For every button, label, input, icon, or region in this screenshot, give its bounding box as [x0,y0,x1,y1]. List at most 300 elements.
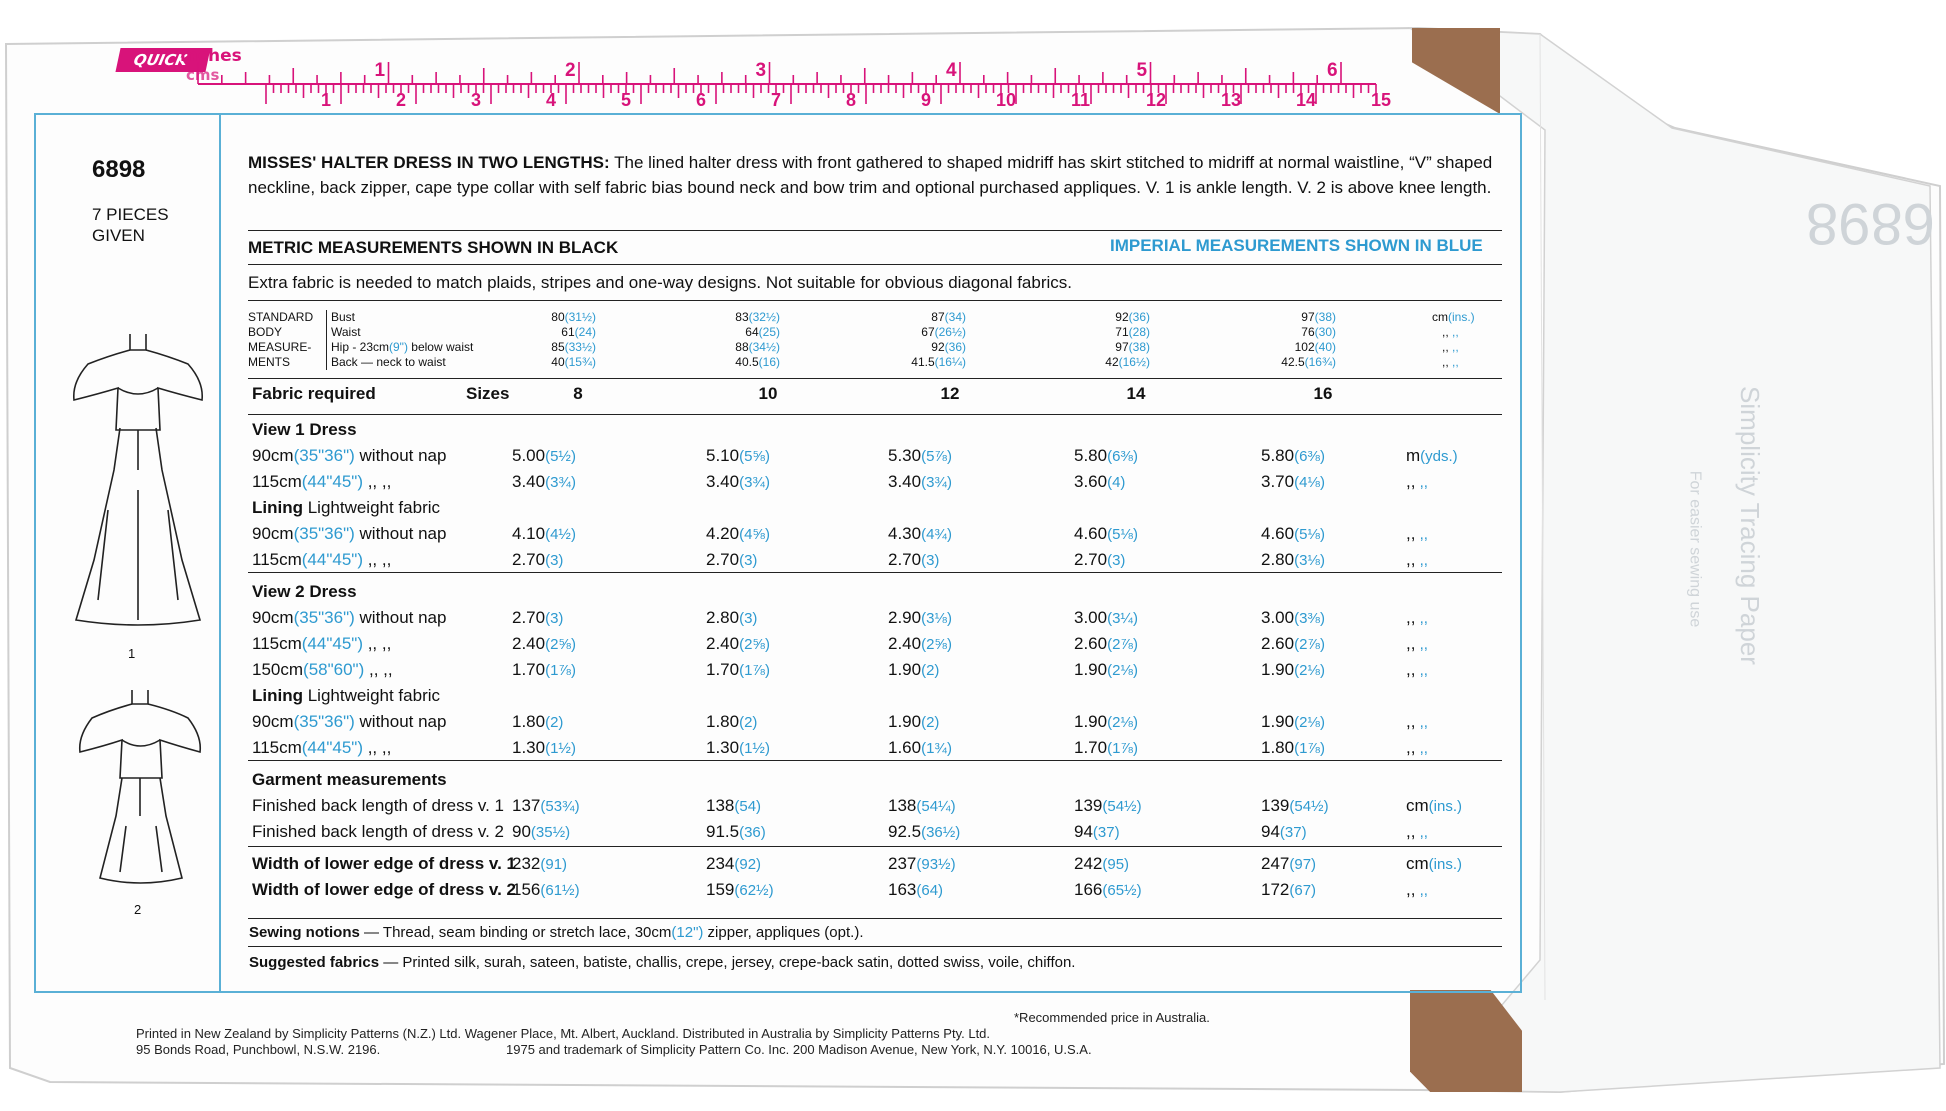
quick-label: QUICK [115,48,210,72]
cell-imperial: (3¾) [545,474,576,491]
table-cell [678,796,828,816]
body-value [1256,310,1336,325]
cell-metric: 1.90 [888,660,922,679]
table-cell [678,712,828,732]
ghost-number: 6898 [1806,191,1936,256]
cell-metric: 1.60 [888,738,922,757]
body-value [516,325,596,340]
units-ditto [1432,325,1492,340]
cell-metric: 4.20 [706,524,740,543]
footer-line2b: 1975 and trademark of Simplicity Pattern Co. Inc. 200 Madison Avenue, New York, N.Y. 10016, U.S.A. [506,1042,1092,1057]
row-label [252,582,357,602]
table-cell [1046,880,1196,900]
divider [248,760,1502,761]
body-value [1070,340,1150,355]
row-unit [1406,550,1496,570]
body-label [331,340,473,355]
cell-imperial: (4) [1107,474,1126,491]
cell-metric: 3.70 [1261,472,1295,491]
body-value-metric: 102 [1294,340,1315,354]
cell-metric: 2.60 [1261,634,1295,653]
unit-imperial: ,, [1415,474,1428,491]
unit-metric: ,, [1406,524,1416,543]
cell-imperial: (3⅛) [921,610,952,627]
body-value-imperial: (38) [1128,340,1150,354]
row-label-rest: without nap [354,446,447,465]
row-label-text: 90cm [252,446,294,465]
row-label [252,524,446,544]
table-cell [1046,822,1196,842]
table-cell [488,634,638,654]
body-value-metric: 42.5 [1281,355,1305,369]
units-metric: cm [1432,310,1448,324]
row-label-rest: ,, ,, [362,738,392,757]
cell-metric: 2.70 [706,550,740,569]
cell-metric: 2.70 [512,550,546,569]
table-cell [1046,854,1196,874]
cell-imperial: (35½) [530,824,571,841]
divider [248,378,1502,379]
cell-metric: 2.70 [888,550,922,569]
row-label-imperial: (44"45") [301,550,363,569]
ditto: ,, [1442,340,1453,354]
cell-imperial: (67) [1289,882,1317,899]
fabrics-label: Suggested fabrics [249,954,380,971]
row-label-imperial: (44"45") [301,738,363,757]
row-unit [1406,524,1496,544]
table-cell [678,446,828,466]
body-label-text: Bust [331,310,356,324]
row-label [252,686,440,706]
cell-imperial: (54½) [1289,798,1329,815]
table-cell [678,550,828,570]
body-title-line: MEASURE- [248,340,312,354]
cell-metric: 94 [1074,822,1093,841]
divider [248,414,1502,415]
cell-metric: 2.90 [888,608,922,627]
body-value-imperial: (16¾) [1304,355,1336,369]
table-cell [1046,738,1196,758]
body-label-imperial: (9") [389,340,408,354]
cell-metric: 139 [1074,796,1103,815]
body-measurements-title [248,310,313,370]
cell-imperial: (3) [545,552,564,569]
body-value [516,310,596,325]
body-value-metric: 40.5 [735,355,759,369]
price-note: *Recommended price in Australia. [1014,1010,1210,1025]
cell-metric: 3.00 [1074,608,1108,627]
row-unit [1406,660,1496,680]
body-size-column [516,310,596,370]
cell-imperial: (2) [921,714,940,731]
cell-imperial: (97) [1289,856,1317,873]
cell-metric: 2.70 [1074,550,1108,569]
row-label [252,660,393,680]
row-label-text: 115cm [252,472,302,491]
fabric-table [248,384,1502,924]
row-label-text: View 1 Dress [252,420,357,439]
table-cell [860,880,1010,900]
row-label-text: Garment measurements [252,770,447,789]
unit-metric: ,, [1406,712,1416,731]
body-value-imperial: (16¼) [934,355,966,369]
body-value-imperial: (40) [1314,340,1336,354]
units-ditto [1432,355,1492,370]
table-cell [488,738,638,758]
ruler-cm-label: 3 [471,90,482,110]
body-label-text: Waist [331,325,361,339]
row-label-rest: without nap [354,712,447,731]
body-value [886,310,966,325]
ghost-line1: Simplicity Tracing Paper [1734,386,1765,665]
table-cell [488,854,638,874]
row-label-text: 90cm [252,712,294,731]
row-label-rest: ,, ,, [362,472,392,491]
body-title-line: STANDARD [248,310,314,324]
cell-imperial: (2⅞) [1107,636,1138,653]
cell-metric: 1.30 [706,738,740,757]
cell-metric: 1.90 [1074,660,1108,679]
cell-imperial: (1⅞) [739,662,770,679]
cell-imperial: (5⅝) [739,448,770,465]
ruler [118,46,1392,114]
cell-imperial: (65½) [1102,882,1142,899]
row-unit [1406,472,1496,492]
unit-metric: ,, [1406,550,1416,569]
body-value [516,355,596,370]
table-row [248,524,1506,548]
cell-imperial: (2) [921,662,940,679]
body-measurement-labels [326,310,473,370]
table-cell [860,854,1010,874]
cell-metric: 4.10 [512,524,546,543]
ditto: ,, [1452,340,1459,354]
cell-imperial: (61½) [540,882,580,899]
unit-imperial: ,, [1415,882,1428,899]
cell-metric: 3.40 [512,472,546,491]
unit-metric: ,, [1406,634,1416,653]
table-row [248,420,1506,444]
row-label [252,634,391,654]
table-cell [678,880,828,900]
ruler-scale [118,54,1392,114]
cell-imperial: (4⅝) [739,526,770,543]
body-value-metric: 42 [1105,355,1119,369]
cell-imperial: (53¾) [540,798,580,815]
cell-metric: 2.80 [1261,550,1295,569]
table-header-row [248,384,1506,408]
cell-metric: 1.30 [512,738,546,757]
cell-metric: 242 [1074,854,1103,873]
ditto: ,, [1452,355,1459,369]
ruler-cm-label: 10 [996,90,1017,110]
cell-imperial: (92) [734,856,762,873]
row-label-rest: without nap [354,608,447,627]
unit-metric: ,, [1406,822,1416,841]
row-label-imperial: (44"45") [301,472,363,491]
row-label-text: 115cm [252,550,302,569]
table-cell [1046,608,1196,628]
divider [248,264,1502,265]
cell-metric: 4.30 [888,524,922,543]
body-value [1256,355,1336,370]
body-value-metric: 40 [551,355,565,369]
body-value-imperial: (30) [1314,325,1336,339]
table-cell [488,608,638,628]
pieces-given: 7 PIECES GIVEN [92,205,169,245]
unit-imperial: ,, [1415,824,1428,841]
row-label [252,854,516,874]
cell-metric: 1.90 [888,712,922,731]
ruler-inch-label: 1 [374,60,386,81]
view1-sketch [68,330,208,640]
cell-metric: 163 [888,880,917,899]
table-cell [488,660,638,680]
cell-metric: 1.80 [706,712,740,731]
cell-metric: 139 [1261,796,1290,815]
row-label [252,712,446,732]
table-cell [488,712,638,732]
body-value-imperial: (33½) [564,340,596,354]
row-label-text: 115cm [252,634,302,653]
notions-text: — Thread, seam binding or stretch lace, 30cm [359,924,672,941]
cell-imperial: (2⅝) [739,636,770,653]
extra-fabric-note: Extra fabric is needed to match plaids, stripes and one-way designs. Not suitable for obvious diagonal fabrics. [248,273,1073,292]
cell-metric: 5.30 [888,446,922,465]
cell-metric: 247 [1261,854,1290,873]
table-cell [1233,472,1383,492]
cell-imperial: (1⅞) [1294,740,1325,757]
unit-metric: ,, [1406,660,1416,679]
cell-metric: 137 [512,796,541,815]
body-size-column [1256,310,1336,370]
ruler-cm-label: 12 [1146,90,1167,110]
cell-imperial: (1⅞) [1107,740,1138,757]
cell-metric: 1.70 [512,660,546,679]
table-row [248,498,1506,522]
cell-metric: 1.90 [1261,712,1295,731]
pattern-title: MISSES' HALTER DRESS IN TWO LENGTHS: [248,153,610,172]
unit-metric: ,, [1406,608,1416,627]
table-cell [678,634,828,654]
unit-imperial: ,, [1415,552,1428,569]
table-cell [488,472,638,492]
body-label-text: Hip - 23cm [331,340,390,354]
table-cell [1233,854,1383,874]
body-value [1256,325,1336,340]
cell-imperial: (54¼) [916,798,956,815]
body-value-imperial: (16½) [1118,355,1150,369]
row-unit [1406,854,1496,874]
unit-metric: ,, [1406,880,1416,899]
ruler-inch-label: 2 [565,60,576,81]
description [248,150,1508,200]
size-header: 16 [1313,384,1333,403]
table-cell [1233,660,1383,680]
body-size-column [1070,310,1150,370]
cell-imperial: (3) [739,552,758,569]
table-cell [488,550,638,570]
row-label [252,880,516,900]
table-cell [1233,738,1383,758]
body-value-imperial: (16) [758,355,780,369]
cell-metric: 5.10 [706,446,740,465]
unit-imperial: ,, [1415,526,1428,543]
row-label-text: Width of lower edge of dress v. 2 [252,880,517,899]
row-label-rest: ,, ,, [364,660,393,679]
row-label-rest: ,, ,, [362,634,392,653]
unit-metric: cm [1406,854,1429,873]
ruler-cm-label: 15 [1371,90,1392,110]
notions-label: Sewing notions [249,924,360,941]
notions-imperial: (12") [671,924,704,941]
body-value-imperial: (32½) [748,310,780,324]
row-unit [1406,796,1496,816]
cell-imperial: (1½) [739,740,770,757]
ruler-inch-label: 3 [755,60,767,81]
row-label [252,796,504,816]
table-cell [860,608,1010,628]
ruler-inches-label: inches [180,46,242,66]
cell-metric: 156 [512,880,541,899]
table-cell [860,446,1010,466]
divider [248,572,1502,573]
row-label-imperial: (35"36") [293,524,355,543]
cell-metric: 1.80 [1261,738,1295,757]
table-cell [488,822,638,842]
ruler-cm-label: 2 [396,90,407,110]
cell-imperial: (36) [739,824,766,841]
ruler-inch-label: 4 [946,60,957,81]
cell-metric: 94 [1261,822,1280,841]
body-value-metric: 61 [561,325,575,339]
row-label [252,608,446,628]
table-row [248,770,1506,794]
table-row [248,634,1506,658]
cell-imperial: (6⅜) [1294,448,1325,465]
body-label [331,310,473,325]
row-label-text: Lining [252,498,303,517]
table-cell [1233,712,1383,732]
cell-imperial: (2⅝) [545,636,576,653]
row-label-text: 90cm [252,608,294,627]
fabrics-text: — Printed silk, surah, sateen, batiste, challis, crepe, jersey, crepe-back satin, dotted swiss, voile, chiffon. [379,954,1076,971]
cell-metric: 3.40 [706,472,740,491]
body-value-metric: 97 [1115,340,1129,354]
cell-metric: 3.40 [888,472,922,491]
ruler-cm-label: 1 [321,90,332,110]
table-cell [860,550,1010,570]
ruler-cm-label: 13 [1221,90,1242,110]
table-row [248,686,1506,710]
divider [248,230,1502,231]
view2-sketch [76,686,206,896]
divider [248,300,1502,301]
row-label [252,446,446,466]
pattern-description: The lined halter dress with front gathered to shaped midriff has skirt stitched to midriff at normal waistline, “V” shaped neckline, back zipper, cape type collar with self fabric bias bound neck and bow trim and optional purchased appliques. V. 1 is ankle length. V. 2 is above knee length. [248,153,1493,197]
row-label-imperial: (35"36") [293,446,355,465]
body-label [331,325,473,340]
ruler-inch-label: 6 [1327,60,1338,81]
cell-metric: 5.80 [1261,446,1295,465]
cell-imperial: (37) [1092,824,1120,841]
cell-metric: 232 [512,854,541,873]
cell-metric: 91.5 [706,822,740,841]
table-row [248,822,1506,846]
cell-imperial: (3¼) [1107,610,1138,627]
table-cell [1046,446,1196,466]
cell-imperial: (3¾) [739,474,770,491]
units-imperial: (ins.) [1448,310,1475,324]
table-row [248,796,1506,820]
table-cell [860,660,1010,680]
table-row [248,550,1506,574]
body-value [886,325,966,340]
cell-metric: 159 [706,880,735,899]
row-label-imperial: (35"36") [293,608,355,627]
row-label [252,420,357,440]
sizes-label: Sizes [466,384,510,403]
body-value [886,340,966,355]
body-value [700,340,780,355]
cell-metric: 3.00 [1261,608,1295,627]
size-header: 8 [573,384,583,403]
table-cell [860,796,1010,816]
table-cell [1046,472,1196,492]
table-cell [1233,822,1383,842]
cell-imperial: (2⅛) [1107,662,1138,679]
row-label-rest: without nap [354,524,447,543]
metric-header: METRIC MEASUREMENTS SHOWN IN BLACK [248,238,619,257]
body-value-metric: 87 [931,310,945,324]
table-row [248,712,1506,736]
body-value-metric: 67 [921,325,935,339]
cell-imperial: (54) [734,798,762,815]
unit-imperial: ,, [1415,636,1428,653]
body-value-imperial: (24) [574,325,596,339]
ruler-cm-label: 4 [546,90,557,110]
table-cell [1046,524,1196,544]
body-value-metric: 76 [1301,325,1315,339]
body-value-metric: 88 [735,340,749,354]
ditto: ,, [1452,325,1459,339]
row-label-text: Finished back length of dress v. 1 [252,796,504,815]
body-value-metric: 92 [1115,310,1129,324]
unit-imperial: ,, [1415,740,1428,757]
cell-metric: 4.60 [1261,524,1295,543]
body-value-metric: 80 [551,310,565,324]
row-label-text: Finished back length of dress v. 2 [252,822,504,841]
body-value [700,355,780,370]
divider [248,846,1502,847]
unit-metric: ,, [1406,738,1416,757]
table-cell [488,880,638,900]
unit-metric: ,, [1406,472,1416,491]
size-header: 14 [1126,384,1146,403]
row-label-imperial: (58"60") [303,660,365,679]
unit-metric: cm [1406,796,1429,815]
cell-imperial: (2⅝) [921,636,952,653]
cell-metric: 4.60 [1074,524,1108,543]
table-cell [1233,550,1383,570]
cell-imperial: (95) [1102,856,1130,873]
body-size-column [700,310,780,370]
table-cell [860,524,1010,544]
unit-imperial: ,, [1415,714,1428,731]
cell-imperial: (5⅛) [1107,526,1138,543]
cell-metric: 2.40 [888,634,922,653]
units-line [1432,310,1492,325]
